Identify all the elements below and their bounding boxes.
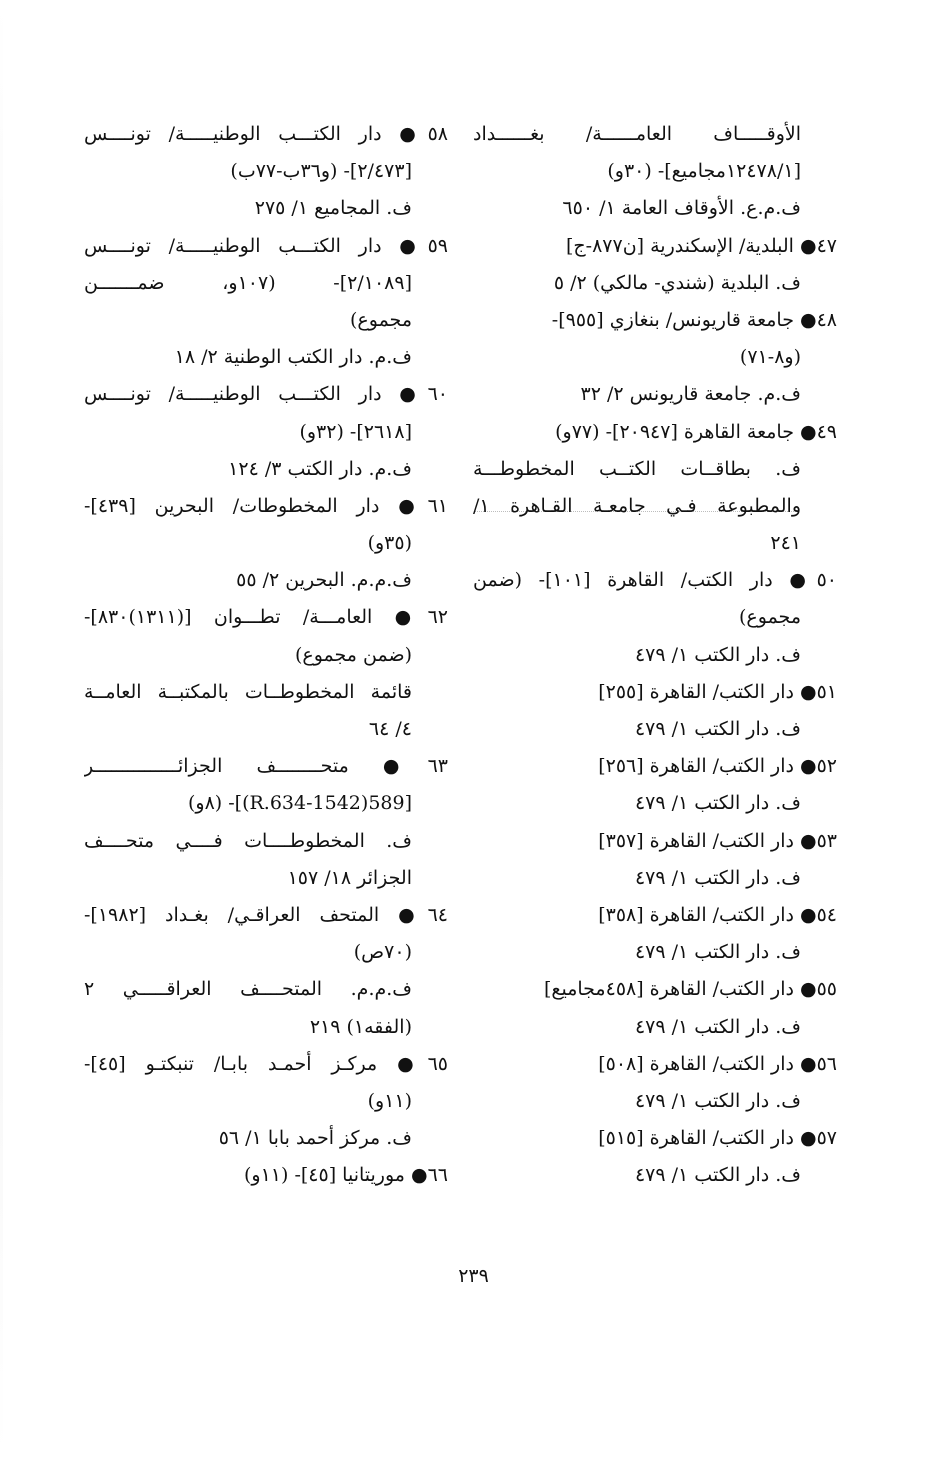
continuation-line: (ضمن مجموع) bbox=[294, 643, 412, 666]
left-column bbox=[84, 116, 448, 1194]
continuation-line: الجزائر ١٨/ ١٥٧ bbox=[287, 866, 412, 889]
catalog-entry-line: ٥٣● دار الكتب/ القاهرة [٣٥٧] bbox=[598, 829, 837, 852]
catalog-entry-line: ٦٥● مركـز أحمـد بابـا/ تنبكتـو [٤٥]- bbox=[84, 1052, 448, 1075]
catalog-entry-line: ٦٤● المتحف العراقـي/ بغـداد [١٩٨٢]- bbox=[84, 903, 448, 926]
catalog-entry-line: ٥٨● دار الكتـــب الوطنيـــــة/ تونــــس bbox=[84, 123, 448, 145]
continuation-line: [٢/١٠٨٩]- (١٠٧و، ضمـــــــن bbox=[84, 271, 412, 294]
reference-line: ف. المخطوطــــات فــــي متحــــف bbox=[84, 829, 412, 852]
continuation-line: (٧٠ص) bbox=[353, 941, 412, 964]
continuation-line: ٢٤١ bbox=[770, 532, 801, 555]
continuation-line: ٤/ ٦٤ bbox=[368, 718, 412, 740]
reference-line: ف.م.م. المتحــــف العراقـــــي ٢ bbox=[84, 978, 412, 1001]
continuation-line: (١١و) bbox=[367, 1089, 412, 1112]
scan-edge-shadow bbox=[0, 0, 3, 1458]
reference-line: ف.م. دار الكتب الوطنية ٢/ ١٨ bbox=[174, 346, 412, 369]
continuation-line: والمطبوعة فـي جامعـة القـاهرة ١/ bbox=[473, 494, 801, 517]
reference-line: ف.م.م. البحرين ٢/ ٥٥ bbox=[236, 569, 412, 592]
reference-line: ف. البلدية (شندي- مالكي) ٢/ ٥ bbox=[553, 271, 801, 294]
catalog-entry-line: ٥٤● دار الكتب/ القاهرة [٣٥٨] bbox=[598, 903, 837, 926]
catalog-entry-line: ٤٩● جامعة القاهرة [٢٠٩٤٧]- (٧٧و) bbox=[555, 420, 837, 443]
reference-line: ف. بطاقــات الكتــب المخطوطـــة bbox=[473, 457, 801, 480]
continuation-line: [١٢٤٧٨/١مجاميع]- (٣٠و) bbox=[607, 160, 801, 183]
reference-line: ف. دار الكتب ١/ ٤٧٩ bbox=[634, 718, 801, 740]
continuation-line: [589(1542-R.634)]- (٨و) bbox=[187, 792, 412, 815]
continuation-line: (٣٥و) bbox=[367, 532, 412, 555]
reference-line: ف. دار الكتب ١/ ٤٧٩ bbox=[634, 792, 801, 815]
reference-line: ف.م. دار الكتب ٣/ ١٢٤ bbox=[228, 457, 412, 480]
catalog-entry-line: ٤٧● البلدية/ الإسكندرية [ن٨٧٧-ج] bbox=[565, 234, 837, 257]
continuation-line: (و٨-٧١) bbox=[739, 346, 801, 369]
catalog-entry-line: ٥٧● دار الكتب/ القاهرة [٥١٥] bbox=[598, 1127, 837, 1150]
catalog-entry-line: ٥٩● دار الكتـــب الوطنيـــــة/ تونــــس bbox=[84, 234, 448, 257]
continuation-line: الأوقـــــاف العامــــــة/ بغــــــداد bbox=[473, 123, 801, 145]
continuation-line: مجموع) bbox=[350, 308, 412, 331]
reference-line: ف. دار الكتب ١/ ٤٧٩ bbox=[634, 1015, 801, 1038]
right-column bbox=[473, 116, 837, 1194]
catalog-entry-line: ٦١● دار المخطوطات/ البحرين [٤٣٩]- bbox=[84, 494, 448, 517]
page-number: ٢٣٩ bbox=[458, 1265, 489, 1287]
reference-line: ف. دار الكتب ١/ ٤٧٩ bbox=[634, 941, 801, 964]
catalog-entry-line: ٦٢● العامـــة/ تطـــوان [(١٣١١)٨٣٠]- bbox=[84, 606, 448, 629]
reference-line: ف. دار الكتب ١/ ٤٧٩ bbox=[634, 866, 801, 889]
reference-line: ف. دار الكتب ١/ ٤٧٩ bbox=[634, 1089, 801, 1112]
continuation-line: [٢٦١٨]- (٣٢و) bbox=[299, 420, 412, 443]
catalog-entry-line: ٥٠● دار الكتب/ القاهرة [١٠١]- (ضمن bbox=[473, 569, 837, 592]
reference-line: ف.م.ع. الأوقاف العامة ١/ ٦٥٠ bbox=[562, 197, 801, 220]
reference-line: ف. مركز أحمد بابا ١/ ٥٦ bbox=[218, 1127, 412, 1150]
continuation-line: (الفقه١) ٢١٩ bbox=[309, 1015, 412, 1038]
catalog-entry-line: ٦٠● دار الكتـــب الوطنيـــــة/ تونــــس bbox=[84, 383, 448, 406]
catalog-entry-line: ٦٦● موريتانيا [٤٥]- (١١و) bbox=[243, 1164, 448, 1187]
reference-line: ف.م. جامعة قاريونس ٢/ ٣٢ bbox=[580, 383, 801, 406]
continuation-line: [٢/٤٧٣]- (و٣٦ب-٧٧ب) bbox=[230, 160, 412, 183]
reference-line: ف. المجاميع ١/ ٢٧٥ bbox=[254, 197, 412, 220]
catalog-entry-line: ٥٥● دار الكتب/ القاهرة [٤٥٨مجاميع] bbox=[543, 978, 837, 1001]
catalog-entry-line: ٤٨● جامعة قاريونس/ بنغازي [٩٥٥]- bbox=[551, 308, 837, 331]
reference-line: ف. دار الكتب ١/ ٤٧٩ bbox=[634, 643, 801, 666]
catalog-entry-line: ٥١● دار الكتب/ القاهرة [٢٥٥] bbox=[598, 680, 837, 703]
continuation-line: مجموع) bbox=[739, 606, 801, 629]
catalog-entry-line: ٦٣● متحــــــــف الجزائـــــــــــــــر bbox=[84, 755, 448, 778]
reference-line: ف. دار الكتب ١/ ٤٧٩ bbox=[634, 1164, 801, 1187]
catalog-entry-line: ٥٦● دار الكتب/ القاهرة [٥٠٨] bbox=[598, 1052, 837, 1075]
catalog-entry-line: ٥٢● دار الكتب/ القاهرة [٢٥٦] bbox=[598, 755, 837, 778]
continuation-line: قائمة المخطوطــات بالمكتبــة العامــة bbox=[84, 680, 412, 703]
